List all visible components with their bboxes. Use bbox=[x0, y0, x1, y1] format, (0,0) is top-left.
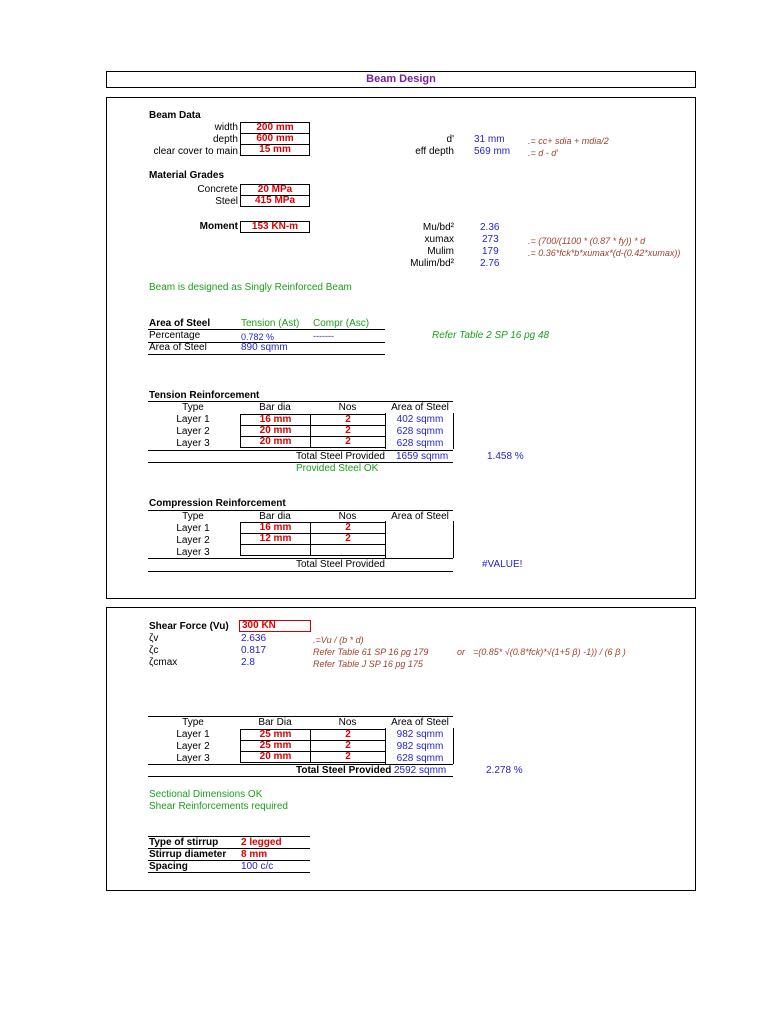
material-heading: Material Grades bbox=[149, 170, 225, 181]
stirrup-type-value[interactable]: 2 legged bbox=[241, 837, 282, 848]
stirrup-type-label: Type of stirrup bbox=[149, 837, 219, 848]
mulimbd2-label: Mulim/bd² bbox=[410, 258, 454, 269]
shear-header-dia: Bar Dia bbox=[258, 717, 292, 728]
stirrup-dia-label: Stirrup diameter bbox=[149, 849, 227, 860]
shear-force-value: 300 KN bbox=[242, 620, 276, 631]
tension-heading: Tension Reinforcement bbox=[149, 390, 260, 401]
compression-row1-nos[interactable]: 2 bbox=[310, 522, 386, 534]
compression-header-dia: Bar dia bbox=[259, 511, 291, 522]
tension-row1-area: 402 sqmm bbox=[396, 414, 444, 425]
tension-header-area: Area of Steel bbox=[391, 402, 449, 413]
shear-area-border-left bbox=[385, 728, 386, 764]
tension-row2-type: Layer 2 bbox=[176, 426, 210, 437]
shear-force-label: Shear Force (Vu) bbox=[149, 621, 229, 632]
compression-header-nos: Nos bbox=[338, 511, 357, 522]
tension-row3-area: 628 sqmm bbox=[396, 438, 444, 449]
aos-area-label: Area of Steel bbox=[149, 342, 207, 353]
shear-total-value: 2592 sqmm bbox=[394, 765, 447, 776]
cover-label: clear cover to main bbox=[153, 146, 238, 157]
shear-row2-area: 982 sqmm bbox=[396, 741, 444, 752]
aos-rule-bottom bbox=[148, 354, 385, 355]
tension-header-dia: Bar dia bbox=[259, 402, 291, 413]
tension-area-border-right bbox=[453, 413, 454, 449]
concrete-input[interactable]: 20 MPa bbox=[240, 184, 310, 196]
tension-row1-type: Layer 1 bbox=[176, 414, 210, 425]
dprime-formula: .= cc+ sdia + mdia/2 bbox=[528, 136, 609, 146]
tcmax-value: 2.8 bbox=[241, 657, 255, 668]
mulim-formula: .= 0.36*fck*b*xumax*(d-(0.42*xumax)) bbox=[528, 248, 681, 258]
aos-reference: Refer Table 2 SP 16 pg 48 bbox=[432, 330, 550, 341]
stirrup-rule-bottom bbox=[148, 872, 310, 873]
compression-heading: Compression Reinforcement bbox=[149, 498, 286, 509]
shear-force-input[interactable] bbox=[239, 620, 311, 632]
compression-row1-dia[interactable]: 16 mm bbox=[240, 522, 311, 534]
aos-percentage-compr: ------- bbox=[313, 331, 334, 341]
compression-row3-type: Layer 3 bbox=[176, 547, 210, 558]
shear-header-area: Area of Steel bbox=[391, 717, 449, 728]
dprime-label: d' bbox=[446, 134, 454, 145]
tc-or: or bbox=[457, 647, 466, 657]
tension-row1-nos[interactable]: 2 bbox=[310, 414, 386, 426]
beam-data-heading: Beam Data bbox=[149, 110, 201, 121]
mulim-value: 179 bbox=[482, 246, 499, 257]
tension-header-nos: Nos bbox=[338, 402, 357, 413]
depth-input[interactable]: 600 mm bbox=[240, 133, 310, 145]
effdepth-label: eff depth bbox=[415, 146, 454, 157]
tv-formula: .=Vu / (b * d) bbox=[313, 635, 364, 645]
effdepth-formula: .= d - d' bbox=[528, 148, 558, 158]
tcmax-label: ζcmax bbox=[149, 657, 178, 668]
xumax-label: xumax bbox=[424, 234, 454, 245]
aos-percentage-tension: 0.782 % bbox=[241, 332, 275, 342]
aos-area-tension: 890 sqmm bbox=[241, 342, 288, 353]
shear-header-type: Type bbox=[182, 717, 204, 728]
compression-error: #VALUE! bbox=[482, 559, 523, 570]
aos-col-compr: Compr (Asc) bbox=[313, 318, 370, 329]
aos-percentage-label: Percentage bbox=[149, 330, 201, 341]
tension-row2-nos[interactable]: 2 bbox=[310, 425, 386, 437]
compression-row1-type: Layer 1 bbox=[176, 523, 210, 534]
tc-value: 0.817 bbox=[241, 645, 267, 656]
steel-label: Steel bbox=[215, 196, 238, 207]
cover-input[interactable]: 15 mm bbox=[240, 144, 310, 156]
tcmax-reference: Refer Table J SP 16 pg 175 bbox=[313, 659, 423, 669]
concrete-label: Concrete bbox=[197, 184, 238, 195]
tension-status: Provided Steel OK bbox=[296, 463, 379, 474]
shear-row3-type: Layer 3 bbox=[176, 753, 210, 764]
shear-row1-dia[interactable]: 25 mm bbox=[240, 729, 311, 741]
shear-area-border-right bbox=[453, 728, 454, 764]
aos-heading: Area of Steel bbox=[149, 318, 211, 329]
tc-formula: =(0.85* √(0.8*fck)*√(1+5 β) -1)) / (6 β ) bbox=[473, 647, 626, 657]
shear-row2-dia[interactable]: 25 mm bbox=[240, 740, 311, 752]
stirrup-dia-value[interactable]: 8 mm bbox=[241, 849, 268, 860]
dprime-value: 31 mm bbox=[474, 134, 505, 145]
moment-input[interactable]: 153 KN-m bbox=[240, 221, 310, 233]
tv-value: 2.636 bbox=[241, 633, 267, 644]
shear-row1-area: 982 sqmm bbox=[396, 729, 444, 740]
xumax-formula: .= (700/(1100 * (0.87 * fy)) * d bbox=[528, 236, 646, 246]
tension-total-label: Total Steel Provided bbox=[296, 451, 385, 462]
tv-label: ζv bbox=[149, 633, 159, 644]
compression-area-border-left bbox=[385, 521, 386, 558]
shear-row2-type: Layer 2 bbox=[176, 741, 210, 752]
compression-area-border-right bbox=[453, 521, 454, 558]
design-note: Beam is designed as Singly Reinforced Beam bbox=[149, 282, 352, 293]
tc-reference: Refer Table 61 SP 16 pg 179 bbox=[313, 647, 429, 657]
tension-row3-dia[interactable]: 20 mm bbox=[240, 436, 311, 448]
width-input[interactable]: 200 mm bbox=[240, 122, 310, 134]
aos-col-tension: Tension (Ast) bbox=[241, 318, 300, 329]
tension-total-value: 1659 sqmm bbox=[396, 451, 449, 462]
xumax-value: 273 bbox=[482, 234, 499, 245]
page-title: Beam Design bbox=[106, 71, 696, 88]
shear-rule-bottom bbox=[148, 776, 453, 777]
stirrup-spacing-label: Spacing bbox=[149, 861, 188, 872]
shear-row3-nos[interactable]: 2 bbox=[310, 751, 386, 763]
mulim-label: Mulim bbox=[427, 246, 454, 257]
shear-row3-dia[interactable]: 20 mm bbox=[240, 751, 311, 763]
steel-input[interactable]: 415 MPa bbox=[240, 195, 310, 207]
mubd2-value: 2.36 bbox=[480, 222, 500, 233]
compression-rule-bottom bbox=[148, 571, 453, 572]
tension-percent: 1.458 % bbox=[487, 451, 524, 462]
shear-status-2: Shear Reinforcements required bbox=[149, 801, 288, 812]
compression-total-label: Total Steel Provided bbox=[296, 559, 385, 570]
tension-row2-area: 628 sqmm bbox=[396, 426, 444, 437]
compression-header-type: Type bbox=[182, 511, 204, 522]
tension-row1-dia[interactable]: 16 mm bbox=[240, 414, 311, 426]
moment-label: Moment bbox=[199, 221, 238, 232]
shear-row1-type: Layer 1 bbox=[176, 729, 210, 740]
compression-row3-dia[interactable] bbox=[240, 544, 311, 556]
compression-row3-nos[interactable] bbox=[310, 544, 386, 556]
mulimbd2-value: 2.76 bbox=[480, 258, 500, 269]
tc-label: ζc bbox=[149, 645, 159, 656]
tension-row3-nos[interactable]: 2 bbox=[310, 436, 386, 448]
tension-row2-dia[interactable]: 20 mm bbox=[240, 425, 311, 437]
tension-row3-type: Layer 3 bbox=[176, 438, 210, 449]
shear-row3-area: 628 sqmm bbox=[396, 753, 444, 764]
compression-row2-nos[interactable]: 2 bbox=[310, 533, 386, 545]
tension-header-type: Type bbox=[182, 402, 204, 413]
shear-header-nos: Nos bbox=[338, 717, 357, 728]
tension-area-border-left bbox=[385, 413, 386, 449]
shear-status-1: Sectional Dimensions OK bbox=[149, 789, 263, 800]
depth-label: depth bbox=[212, 134, 238, 145]
mubd2-label: Mu/bd² bbox=[422, 222, 454, 233]
width-label: width bbox=[214, 122, 238, 133]
shear-percent: 2.278 % bbox=[486, 765, 523, 776]
compression-header-area: Area of Steel bbox=[391, 511, 449, 522]
stirrup-spacing-value: 100 c/c bbox=[241, 861, 274, 872]
compression-row2-type: Layer 2 bbox=[176, 535, 210, 546]
shear-row1-nos[interactable]: 2 bbox=[310, 729, 386, 741]
shear-total-label: Total Steel Provided bbox=[296, 765, 392, 776]
shear-row2-nos[interactable]: 2 bbox=[310, 740, 386, 752]
effdepth-value: 569 mm bbox=[474, 146, 511, 157]
compression-row2-dia[interactable]: 12 mm bbox=[240, 533, 311, 545]
